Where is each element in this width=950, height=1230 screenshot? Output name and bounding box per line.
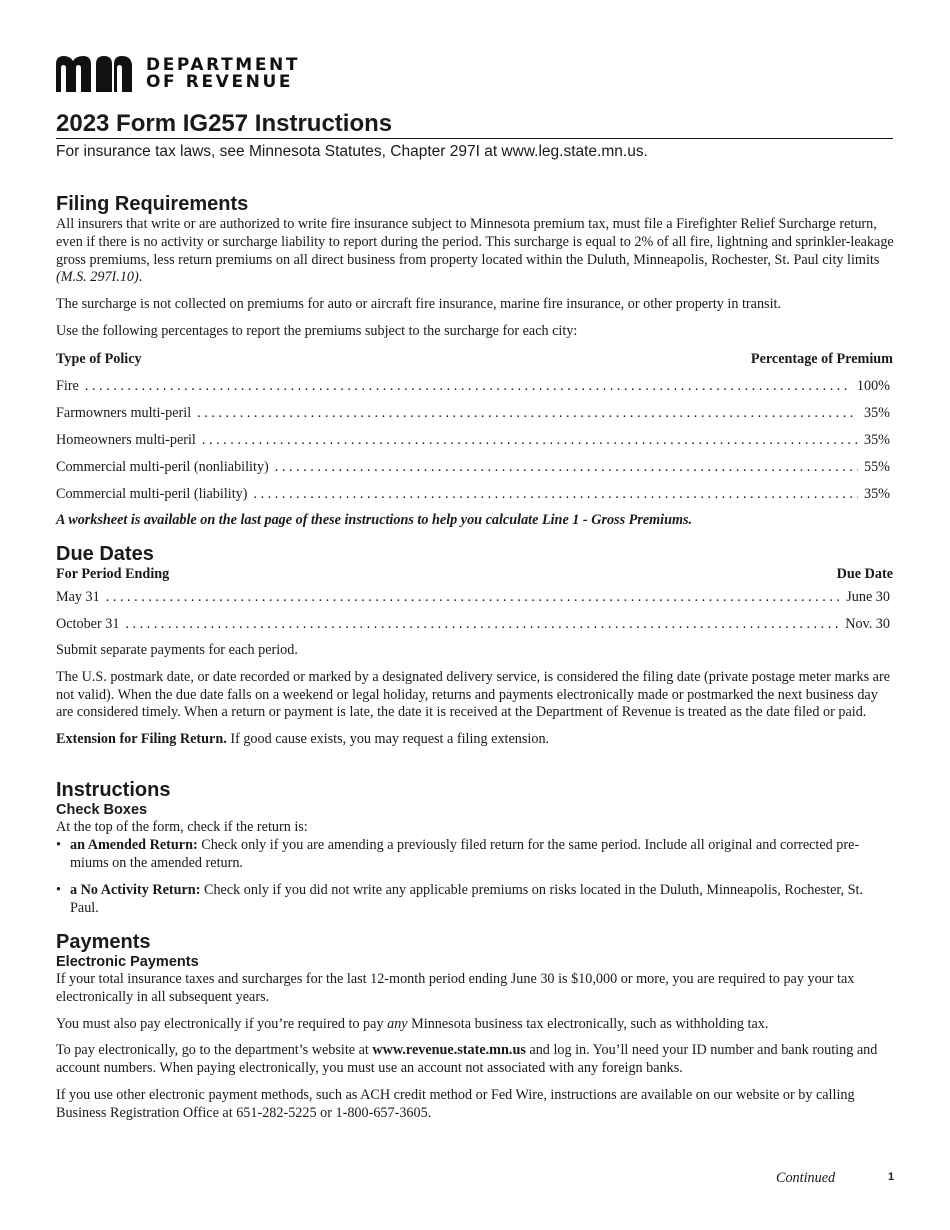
amended-return-text: Check only if you are amending a previously filed return for the same period. Include all original and corrected premiums on the amended return. — [70, 837, 860, 871]
filing-paragraph-1 — [56, 216, 896, 287]
due-col-date: Due Date — [836, 566, 893, 582]
logo-line2: OF REVENUE — [146, 72, 294, 92]
dot-leader — [125, 615, 839, 633]
due-dates-heading: Due Dates — [56, 543, 154, 565]
payments-section — [56, 931, 896, 1123]
worksheet-note-text: A worksheet is available on the last page of these instructions to help you calculate Line 1 - Gross Premiums. — [56, 512, 693, 528]
due-dates-body — [56, 642, 896, 749]
department-logo — [56, 54, 300, 94]
due-date: Nov. 30 — [845, 616, 890, 632]
logo-line1: DEPARTMENT — [146, 55, 301, 75]
no-activity-return-text: Check only if you did not write any applicable premiums on risks located in the Duluth, Minneapolis, Rochester, St. Paul. — [70, 882, 864, 916]
list-item — [56, 837, 886, 873]
extension-paragraph — [56, 731, 896, 749]
instructions-section — [56, 779, 896, 837]
policy-table-header — [56, 350, 893, 368]
dot-leader — [202, 431, 858, 449]
payments-p2-b: Minnesota business tax electronically, such as withholding tax. — [407, 1015, 769, 1032]
due-paragraph-2: The U.S. postmark date, or date recorded or marked by a designated delivery service, is considered the filing date (private postage meter marks are not valid). When the due date falls on a weekend or legal holiday, returns and payments electronically made or postmarked the next business day are considered timely. When a return or payment is late, the date it is received at the Department of Revenue is treated as the date filed or paid. — [56, 668, 890, 721]
check-boxes-intro: At the top of the form, check if the return is: — [56, 819, 308, 835]
filing-requirements-section — [56, 193, 896, 341]
payments-p3-b: and log in. You’ll need your ID number and bank routing and account numbers. When paying electronically, you must use an account not associated with any foreign banks. — [56, 1042, 878, 1077]
page-subtitle: For insurance tax laws, see Minnesota Statutes, Chapter 297I at www.leg.state.mn.us. — [56, 143, 648, 160]
policy-label: Commercial multi-peril (liability) — [56, 486, 248, 502]
instructions-heading: Instructions — [56, 779, 171, 801]
payments-paragraph-2 — [56, 1016, 896, 1034]
filing-heading: Filing Requirements — [56, 193, 249, 215]
page-title: 2023 Form IG257 Instructions — [56, 110, 893, 139]
policy-col-percentage: Percentage of Premium — [750, 351, 893, 367]
policy-percentage: 35% — [863, 432, 890, 448]
continued-label: Continued — [776, 1170, 836, 1186]
policy-label: Homeowners multi-peril — [56, 432, 196, 448]
due-row — [56, 615, 890, 633]
due-table-header — [56, 565, 893, 583]
due-period: October 31 — [56, 616, 120, 632]
payments-heading: Payments — [56, 931, 151, 953]
filing-p1-citation: (M.S. 297I.10) — [56, 269, 139, 286]
filing-p1-text: All insurers that write or are authorized to write fire insurance subject to Minnesota premium tax, must file a Firefighter Relief Surcharge return, even if there is no activity or surcharge liability to report during the period. This surcharge is equal to 2% of all fire, lightning and sprinkler-leakage gross premiums, less return premiums on all direct business from property located within the Duluth, Minneapolis, Rochester, St. Paul city limits — [56, 216, 894, 268]
extension-text: If good cause exists, you may request a filing extension. — [226, 731, 550, 748]
policy-row — [56, 404, 890, 422]
policy-percentage: 55% — [863, 459, 890, 475]
due-period: May 31 — [56, 589, 100, 605]
due-date: June 30 — [846, 589, 890, 605]
policy-col-type: Type of Policy — [56, 351, 142, 367]
policy-row — [56, 485, 890, 503]
due-row — [56, 588, 890, 606]
electronic-payments-heading: Electronic Payments — [56, 954, 199, 970]
no-activity-return-label: a No Activity Return: — [70, 882, 201, 898]
policy-label: Farmowners multi-peril — [56, 405, 192, 421]
policy-row — [56, 377, 890, 395]
payments-paragraph-1: If your total insurance taxes and surcharges for the last 12-month period ending June 30 is $10,000 or more, you are required to pay your tax electronically in all subsequent years. — [56, 971, 855, 1005]
policy-row — [56, 431, 890, 449]
policy-label: Commercial multi-peril (nonliability) — [56, 459, 269, 475]
worksheet-note — [56, 512, 896, 530]
policy-percentage: 35% — [863, 405, 890, 421]
due-paragraph-1: Submit separate payments for each period. — [56, 642, 298, 658]
filing-paragraph-3: Use the following percentages to report the premiums subject to the surcharge for each city: — [56, 322, 578, 339]
bullet-icon: • — [56, 837, 61, 853]
list-item — [56, 882, 886, 918]
policy-row — [56, 458, 890, 476]
due-dates-section — [56, 543, 896, 565]
payments-paragraph-4: If you use other electronic payment methods, such as ACH credit method or Fed Wire, instructions are available on our website or by calling Business Registration Office at 651-282-5225 or 1-800-657-3605. — [56, 1086, 855, 1121]
mn-logo-icon — [56, 56, 134, 92]
dot-leader — [253, 485, 858, 503]
payments-p2-a: You must also pay electronically if you’re required to pay — [56, 1015, 388, 1032]
policy-label: Fire — [56, 378, 79, 394]
payments-p2-em: any — [387, 1015, 408, 1032]
filing-p1-end: . — [138, 269, 143, 286]
page-number: 1 — [888, 1171, 895, 1183]
filing-paragraph-2: The surcharge is not collected on premiums for auto or aircraft fire insurance, marine fire insurance, or other property in transit. — [56, 296, 781, 313]
check-boxes-heading: Check Boxes — [56, 802, 148, 818]
revenue-website-link[interactable]: www.revenue.state.mn.us — [372, 1042, 526, 1059]
policy-percentage: 35% — [863, 486, 890, 502]
extension-label: Extension for Filing Return. — [56, 731, 227, 748]
dot-leader — [106, 588, 841, 606]
dot-leader — [85, 377, 851, 395]
due-col-period: For Period Ending — [56, 566, 170, 582]
payments-p3-a: To pay electronically, go to the department’s website at — [56, 1042, 373, 1059]
bullet-icon: • — [56, 882, 61, 898]
payments-paragraph-3 — [56, 1042, 896, 1078]
amended-return-label: an Amended Return: — [70, 837, 198, 853]
policy-percentage: 100% — [856, 378, 890, 394]
dot-leader — [197, 404, 858, 422]
dot-leader — [275, 458, 858, 476]
